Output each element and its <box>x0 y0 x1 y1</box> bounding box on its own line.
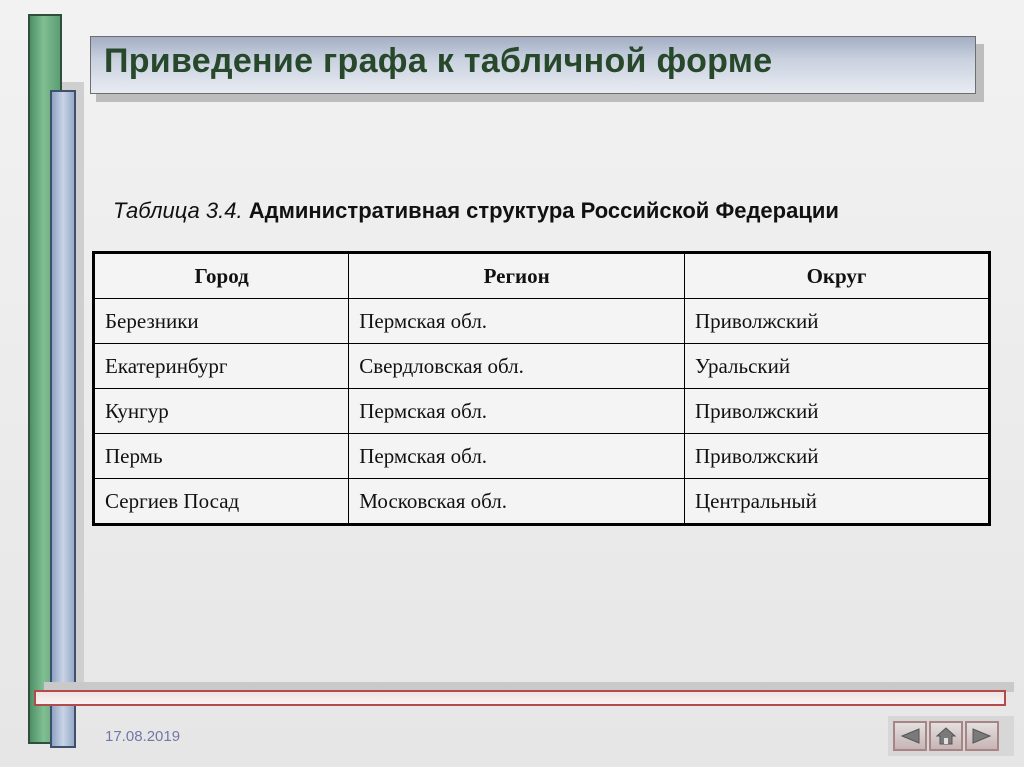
arrow-left-icon <box>899 727 921 745</box>
cell-district: Уральский <box>685 344 990 389</box>
cell-city: Сергиев Посад <box>94 479 349 525</box>
prev-slide-button[interactable] <box>893 721 927 751</box>
cell-region: Свердловская обл. <box>349 344 685 389</box>
arrow-right-icon <box>971 727 993 745</box>
decor-blue-bar <box>50 90 76 748</box>
table-row <box>94 479 990 525</box>
cell-region: Пермская обл. <box>349 299 685 344</box>
cell-region: Пермская обл. <box>349 389 685 434</box>
cell-region: Московская обл. <box>349 479 685 525</box>
header-city: Город <box>94 253 349 299</box>
next-slide-button[interactable] <box>965 721 999 751</box>
cell-district: Центральный <box>685 479 990 525</box>
table-row <box>94 344 990 389</box>
footer-line <box>34 690 1006 706</box>
slide-date: 17.08.2019 <box>105 728 181 745</box>
cell-region: Пермская обл. <box>349 434 685 479</box>
admin-structure-table <box>92 251 991 526</box>
table-row <box>94 434 990 479</box>
table-caption-number: Таблица 3.4. <box>113 198 243 223</box>
header-district: Округ <box>685 253 990 299</box>
table-row <box>94 299 990 344</box>
cell-city: Кунгур <box>94 389 349 434</box>
cell-city: Екатеринбург <box>94 344 349 389</box>
home-button[interactable] <box>929 721 963 751</box>
cell-city: Пермь <box>94 434 349 479</box>
cell-district: Приволжский <box>685 434 990 479</box>
slide-title: Приведение графа к табличной форме <box>104 42 773 80</box>
cell-district: Приволжский <box>685 299 990 344</box>
header-region: Регион <box>349 253 685 299</box>
cell-district: Приволжский <box>685 389 990 434</box>
table-row <box>94 389 990 434</box>
table-caption-name: Административная структура Российской Федерации <box>248 198 839 223</box>
cell-city: Березники <box>94 299 349 344</box>
table-caption <box>113 198 839 224</box>
table-header-row <box>94 253 990 299</box>
home-icon <box>935 726 957 746</box>
